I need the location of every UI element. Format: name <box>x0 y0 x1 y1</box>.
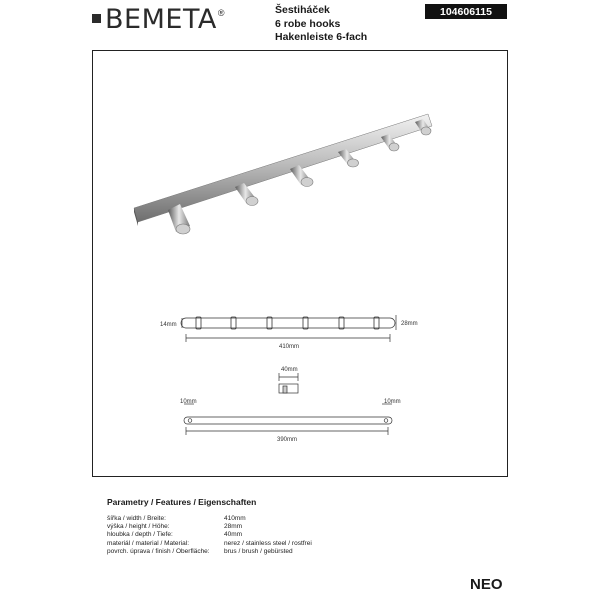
title-de: Hakenleiste 6-fach <box>275 31 368 43</box>
param-row <box>107 515 497 523</box>
param-row <box>107 548 497 556</box>
title-en: 6 robe hooks <box>275 17 341 30</box>
param-value-finish: brus / brush / gebürsted <box>224 547 293 555</box>
param-row <box>107 523 497 531</box>
dim-height-right: 28mm <box>401 321 418 327</box>
param-value-width: 410mm <box>224 515 246 522</box>
param-label-material: materiál / material / Material: <box>107 539 189 547</box>
param-label-height: výška / height / Höhe: <box>107 523 170 531</box>
dim-edge-left: 10mm <box>180 399 197 405</box>
hook-1 <box>168 204 190 234</box>
param-label-width: šířka / width / Breite: <box>107 515 166 522</box>
product-render <box>134 114 432 234</box>
side-view <box>279 373 298 393</box>
param-value-depth: 40mm <box>224 531 243 539</box>
hook-2 <box>235 183 258 206</box>
dim-edge-right: 10mm <box>384 399 401 405</box>
dim-width: 410mm <box>279 344 300 350</box>
title-cz: Šestiháček <box>275 4 330 16</box>
dim-height-left: 14mm <box>160 322 177 328</box>
param-label-depth: hloubka / depth / Tiefe: <box>107 531 173 539</box>
param-value-material: nerez / stainless steel / rostfrei <box>224 539 312 547</box>
dim-depth: 40mm <box>281 367 298 373</box>
front-view <box>181 315 396 342</box>
back-view <box>184 404 392 435</box>
registered-mark: ® <box>217 8 225 18</box>
series-name: NEO <box>470 576 503 593</box>
product-code: 104606115 <box>425 4 507 19</box>
parameters-title: Parametry / Features / Eigenschaften <box>107 497 257 507</box>
logo-text: BEMETA <box>105 3 217 35</box>
param-row <box>107 540 497 548</box>
param-row <box>107 531 497 539</box>
dim-hole-spacing: 390mm <box>277 437 298 443</box>
parameters-section <box>107 497 497 556</box>
param-label-finish: povrch. úprava / finish / Oberfläche: <box>107 547 210 555</box>
param-value-height: 28mm <box>224 523 243 531</box>
